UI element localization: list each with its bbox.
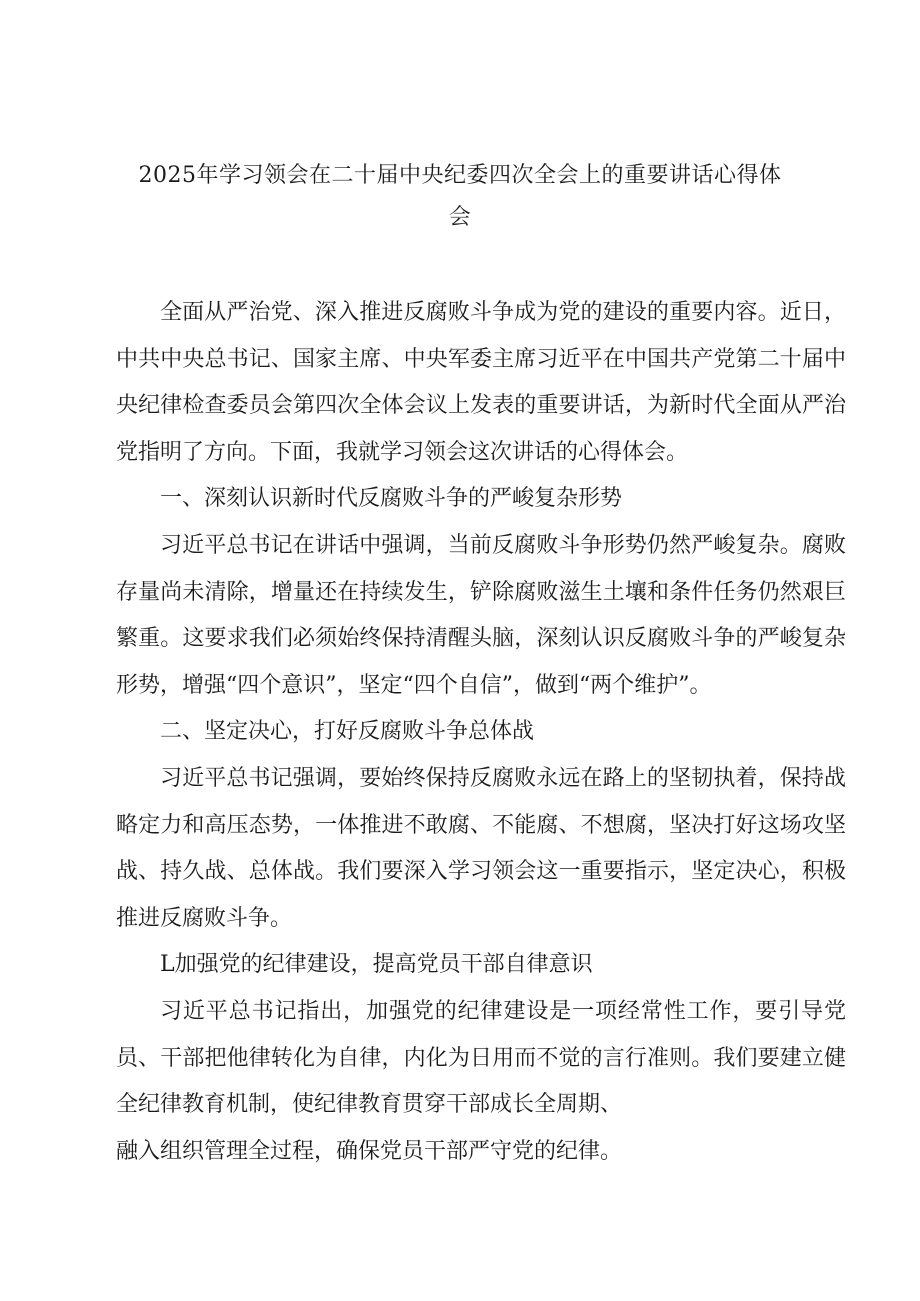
intro-paragraph: 全面从严治党、深入推进反腐败斗争成为党的建设的重要内容。近日，中共中央总书记、国家主席、中央军委主席习近平在中国共产党第二十届中央纪律检查委员会第四次全体会议上发表的重要讲话，为新时代全面从严治党指明了方向。下面，我就学习领会这次讲话的心得体会。	[116, 300, 846, 465]
section-heading-1: 一、深刻认识新时代反腐败斗争的严峻复杂形势	[160, 486, 623, 512]
section-heading-3: L加强党的纪律建设，提高党员干部自律意识	[160, 952, 593, 978]
document-body	[116, 290, 846, 1175]
title-line-1: 2025年学习领会在二十届中央纪委四次全会上的重要讲话心得体	[138, 163, 782, 188]
section-3-paragraph-tail: 融入组织管理全过程，确保党员干部严守党的纪律。	[116, 1138, 623, 1164]
section-1-paragraph: 习近平总书记在讲话中强调，当前反腐败斗争形势仍然严峻复杂。腐败存量尚未清除，增量还在持续发生，铲除腐败滋生土壤和条件任务仍然艰巨繁重。这要求我们必须始终保持清醒头脑，深刻认识反腐败斗争的严峻复杂形势，增强“四个意识”，坚定“四个自信”，做到“两个维护”。	[116, 532, 846, 698]
section-2-paragraph: 习近平总书记强调，要始终保持反腐败永远在路上的坚韧执着，保持战略定力和高压态势，一体推进不敢腐、不能腐、不想腐，坚决打好这场攻坚战、持久战、总体战。我们要深入学习领会这一重要指示，坚定决心，积极推进反腐败斗争。	[116, 765, 846, 931]
title-line-2: 会	[448, 205, 472, 230]
section-3-paragraph: 习近平总书记指出，加强党的纪律建设是一项经常性工作，要引导党员、干部把他律转化为自律，内化为日用而不觉的言行准则。我们要建立健全纪律教育机制，使纪律教育贯穿干部成长全周期、	[116, 998, 846, 1118]
document-title	[120, 155, 800, 239]
section-heading-2: 二、坚定决心，打好反腐败斗争总体战	[160, 719, 535, 745]
